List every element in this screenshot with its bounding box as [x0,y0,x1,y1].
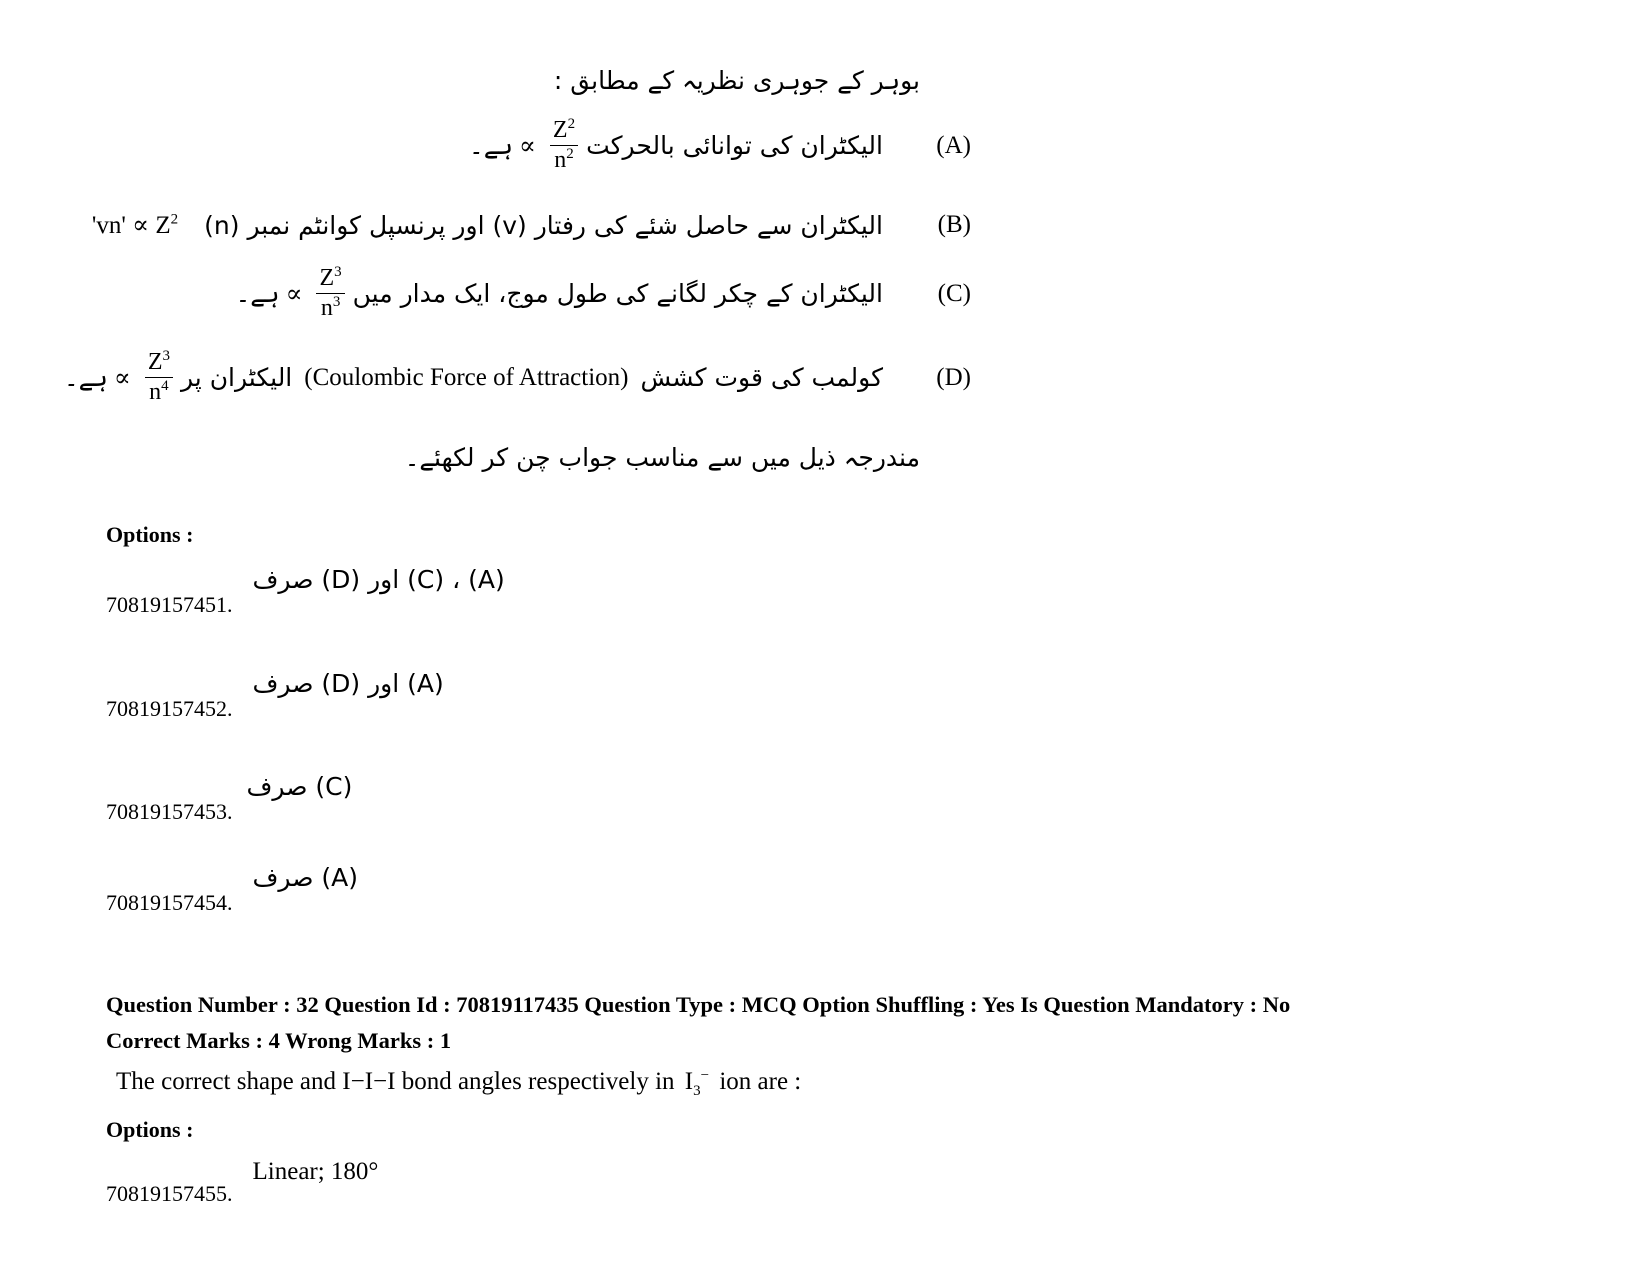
option-row[interactable] [106,669,444,721]
option-id: 70819157454. [106,890,233,915]
statement-tail: ہے۔ [235,279,280,309]
option-id: 70819157451. [106,592,233,617]
statement-label: (B) [937,211,971,238]
options-label: Options : [106,1117,194,1142]
statement-label: (C) [937,279,971,307]
question-intro: بوہر کے جوہری نظریہ کے مطابق : [553,66,920,95]
option-id: 70819157455. [106,1181,233,1206]
statement-label: (A) [936,131,971,159]
fraction: $\frac{Z^3}{n^3}$ [316,266,344,321]
statement-text: الیکٹران کی توانائی بالحرکت [586,131,883,161]
option-row[interactable] [106,1158,379,1206]
statement-text-after: الیکٹران پر [181,363,293,393]
relation: '$vn' \propto Z^2$ [91,211,179,239]
option-row[interactable] [106,565,505,617]
proportional-symbol: ∝ [519,132,536,160]
option-row[interactable] [106,863,359,915]
option-id: 70819157453. [106,799,233,824]
option-text: (A) اور (D) صرف [252,669,444,698]
proportional-symbol: ∝ [113,364,131,392]
statement-d [64,350,971,405]
statement-c [236,266,971,321]
statement-text: الیکٹران سے حاصل شئے کی رفتار (v) اور پرنسپل کوانٹم نمبر (n) [204,210,883,240]
statement-tail: ہے۔ [469,131,513,161]
english-phrase: (Coulombic Force of Attraction) [304,363,629,391]
option-id: 70819157452. [106,696,233,721]
statement-b [86,210,971,240]
fraction: $\frac{Z^2}{n^2}$ [550,118,578,173]
statement-text: الیکٹران کے چکر لگانے کی طول موج، ایک مدار میں [352,279,883,309]
option-text: (A) صرف [252,863,359,892]
statement-text: کولمب کی قوت کشش [640,363,883,393]
question-instruction: مندرجہ ذیل میں سے مناسب جواب چن کر لکھئے۔ [404,443,920,472]
question-text: The correct shape and I−I−I bond angles respectively in $I_3^-$ ion are : [116,1067,802,1099]
question-meta-line2: Correct Marks : 4 Wrong Marks : 1 [106,1028,452,1053]
fraction: $\frac{Z^3}{n^4}$ [145,350,173,405]
statement-label: (D) [936,363,971,391]
statement-a [469,118,971,173]
proportional-symbol: ∝ [285,280,303,308]
question-meta-line1: Question Number : 32 Question Id : 70819117435 Question Type : MCQ Option Shuffling : Yes Is Question Mandatory : No [106,992,1291,1017]
option-row[interactable] [106,772,353,824]
option-text: Linear; 180° [252,1158,379,1185]
options-label: Options : [106,522,194,547]
option-text: (A) ، (C) اور (D) صرف [252,565,505,594]
ion-symbol: $I_3^-$ [684,1067,710,1099]
statement-tail: ہے۔ [63,363,108,393]
option-text: (C) صرف [246,772,353,801]
